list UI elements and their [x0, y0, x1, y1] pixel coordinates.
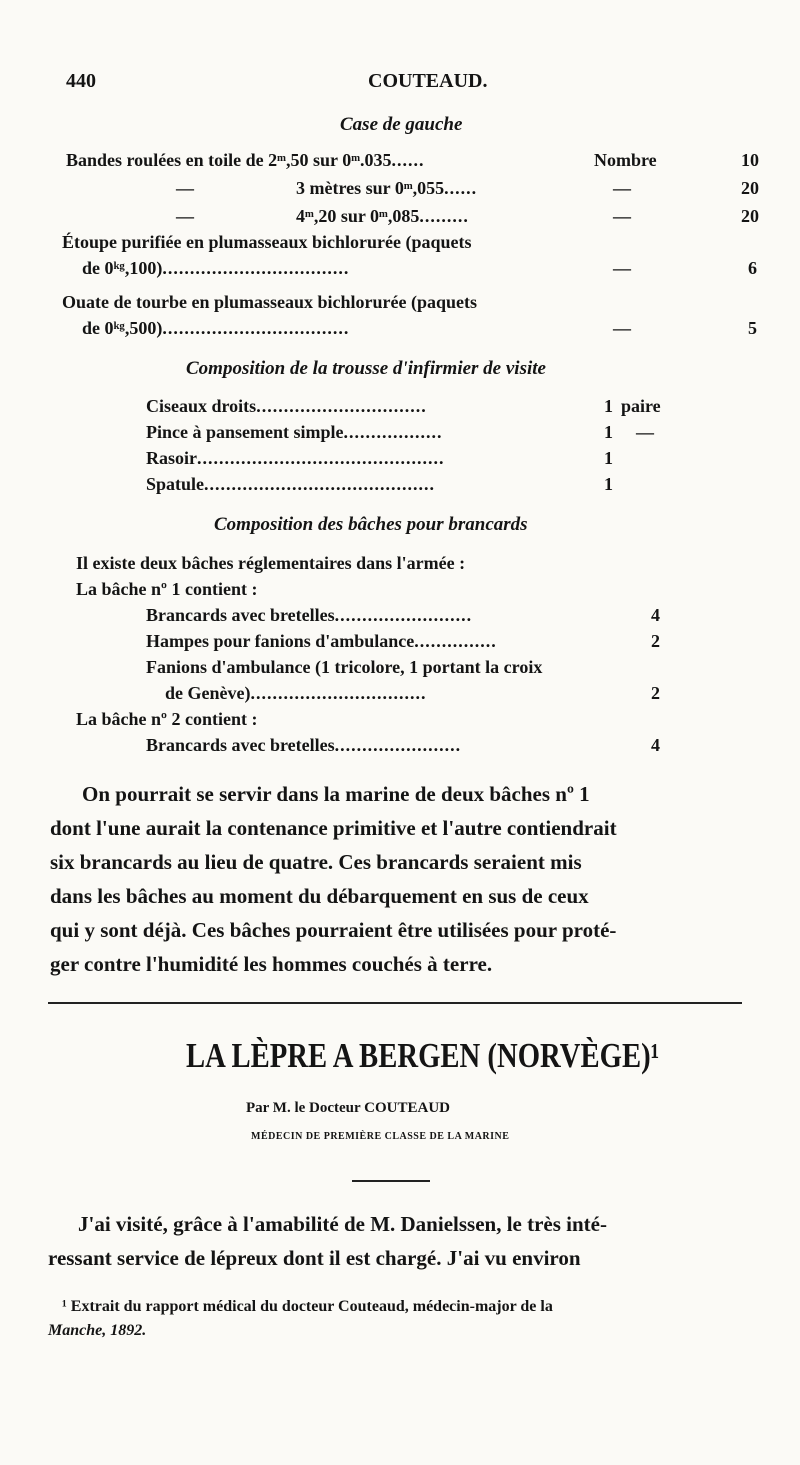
dot-leader: ...... — [391, 150, 425, 170]
dot-leader: ................................ — [250, 683, 427, 703]
paragraph-line: qui y sont déjà. Ces bâches pourraient être utilisées pour proté- — [50, 918, 617, 942]
bache1-fanions-line2 — [165, 683, 426, 704]
bache1-row-hampes — [146, 631, 497, 652]
section-divider — [48, 1002, 742, 1004]
footnote-line2: Manche, 1892. — [48, 1322, 147, 1339]
trousse-qty: 1 — [604, 396, 613, 416]
paragraph-line: dans les bâches au moment du débarquement en sus de ceux — [50, 884, 589, 908]
footnote-line1 — [62, 1298, 553, 1316]
row-3m-text: 3 mètres sur 0ᵐ,055 — [296, 178, 445, 198]
row-ouate-line2 — [82, 318, 349, 339]
article-byline: Par M. le Docteur COUTEAUD — [246, 1100, 450, 1116]
dot-leader: ...... — [444, 178, 478, 198]
bache1-fanions-value: 2 — [651, 683, 660, 703]
bache1-row-value: 4 — [651, 605, 660, 625]
row-4m-label — [296, 206, 469, 227]
dot-leader: .................. — [343, 422, 443, 442]
section-title-case-gauche: Case de gauche — [340, 114, 463, 135]
row-etoupe-text: de 0ᵏᵍ,100) — [82, 258, 163, 278]
trousse-label: Ciseaux droits — [146, 396, 257, 416]
bache-row-label: de Genève) — [165, 683, 251, 703]
trousse-label: Pince à pansement simple — [146, 422, 344, 442]
bache1-row-value: 2 — [651, 631, 660, 651]
section-title-trousse: Composition de la trousse d'infirmier de visite — [186, 358, 546, 379]
footnote-text: Extrait du rapport médical du docteur Couteaud, médecin-major de la — [70, 1298, 553, 1315]
row-bandes-text: Bandes roulées en toile de 2ᵐ,50 sur 0ᵐ.035 — [66, 150, 392, 170]
row-bandes-unit: Nombre — [594, 150, 657, 170]
dot-leader: ......... — [419, 206, 469, 226]
footnote-marker: ¹ — [62, 1298, 67, 1315]
trousse-qty: 1 — [604, 422, 613, 442]
title-short-rule — [352, 1180, 430, 1182]
dot-leader: ............................... — [256, 396, 427, 416]
bache1-heading: La bâche nº 1 contient : — [76, 579, 258, 599]
row-ouate-line1: Ouate de tourbe en plumasseaux bichlorurée (paquets — [62, 292, 478, 312]
row-3m-label — [296, 178, 477, 199]
row-ouate-value: 5 — [748, 318, 757, 338]
section-title-baches: Composition des bâches pour brancards — [214, 514, 528, 535]
page-number: 440 — [66, 70, 96, 92]
row-etoupe-line1: Étoupe purifiée en plumasseaux bichlorurée (paquets — [62, 232, 472, 252]
bache2-row-brancards — [146, 735, 461, 756]
row-4m-dash: — — [176, 206, 194, 226]
trousse-row-ciseaux — [146, 396, 427, 417]
trousse-row-spatule — [146, 474, 435, 495]
bache-row-label: Hampes pour fanions d'ambulance — [146, 631, 415, 651]
dot-leader: ............................................. — [197, 448, 445, 468]
trousse-qty: 1 — [604, 474, 613, 494]
row-etoupe-value: 6 — [748, 258, 757, 278]
article-body-line: ressant service de lépreux dont il est chargé. J'ai vu environ — [48, 1246, 581, 1270]
row-etoupe-line2 — [82, 258, 349, 279]
bache-row-label: Brancards avec bretelles — [146, 735, 335, 755]
row-4m-value: 20 — [741, 206, 759, 226]
row-3m-value: 20 — [741, 178, 759, 198]
dot-leader: .................................. — [162, 258, 350, 278]
article-author-rank: MÉDECIN DE PREMIÈRE CLASSE DE LA MARINE — [251, 1131, 510, 1142]
trousse-unit: paire — [621, 396, 661, 416]
bache1-fanions-line1: Fanions d'ambulance (1 tricolore, 1 portant la croix — [146, 657, 543, 677]
row-ouate-unit: — — [613, 318, 631, 338]
row-bandes-value: 10 — [741, 150, 759, 170]
row-4m-unit: — — [613, 206, 631, 226]
trousse-row-rasoir — [146, 448, 445, 469]
paragraph-line: six brancards au lieu de quatre. Ces brancards seraient mis — [50, 850, 582, 874]
trousse-label: Rasoir — [146, 448, 197, 468]
trousse-unit: — — [636, 422, 654, 442]
row-ouate-text: de 0ᵏᵍ,500) — [82, 318, 163, 338]
article-title: LA LÈPRE A BERGEN (NORVÈGE)¹ — [186, 1036, 660, 1075]
bache2-heading: La bâche nº 2 contient : — [76, 709, 258, 729]
trousse-row-pince — [146, 422, 443, 443]
trousse-label: Spatule — [146, 474, 205, 494]
baches-intro: Il existe deux bâches réglementaires dans l'armée : — [76, 553, 466, 573]
row-3m-dash: — — [176, 178, 194, 198]
row-etoupe-unit: — — [613, 258, 631, 278]
paragraph-line: On pourrait se servir dans la marine de deux bâches nº 1 — [82, 782, 590, 806]
dot-leader: ....................... — [334, 735, 462, 755]
bache-row-label: Brancards avec bretelles — [146, 605, 335, 625]
bache1-row-brancards — [146, 605, 472, 626]
row-bandes-label — [66, 150, 425, 171]
paragraph-line: dont l'une aurait la contenance primitive et l'autre contiendrait — [50, 816, 617, 840]
row-4m-text: 4ᵐ,20 sur 0ᵐ,085 — [296, 206, 420, 226]
dot-leader: ......................... — [334, 605, 473, 625]
running-title: COUTEAUD. — [368, 70, 488, 92]
dot-leader: .......................................... — [204, 474, 436, 494]
row-3m-unit: — — [613, 178, 631, 198]
trousse-qty: 1 — [604, 448, 613, 468]
dot-leader: .................................. — [162, 318, 350, 338]
dot-leader: ............... — [414, 631, 497, 651]
article-body-line: J'ai visité, grâce à l'amabilité de M. Danielssen, le très inté- — [78, 1212, 607, 1236]
bache2-row-value: 4 — [651, 735, 660, 755]
paragraph-line: ger contre l'humidité les hommes couchés à terre. — [50, 952, 493, 976]
